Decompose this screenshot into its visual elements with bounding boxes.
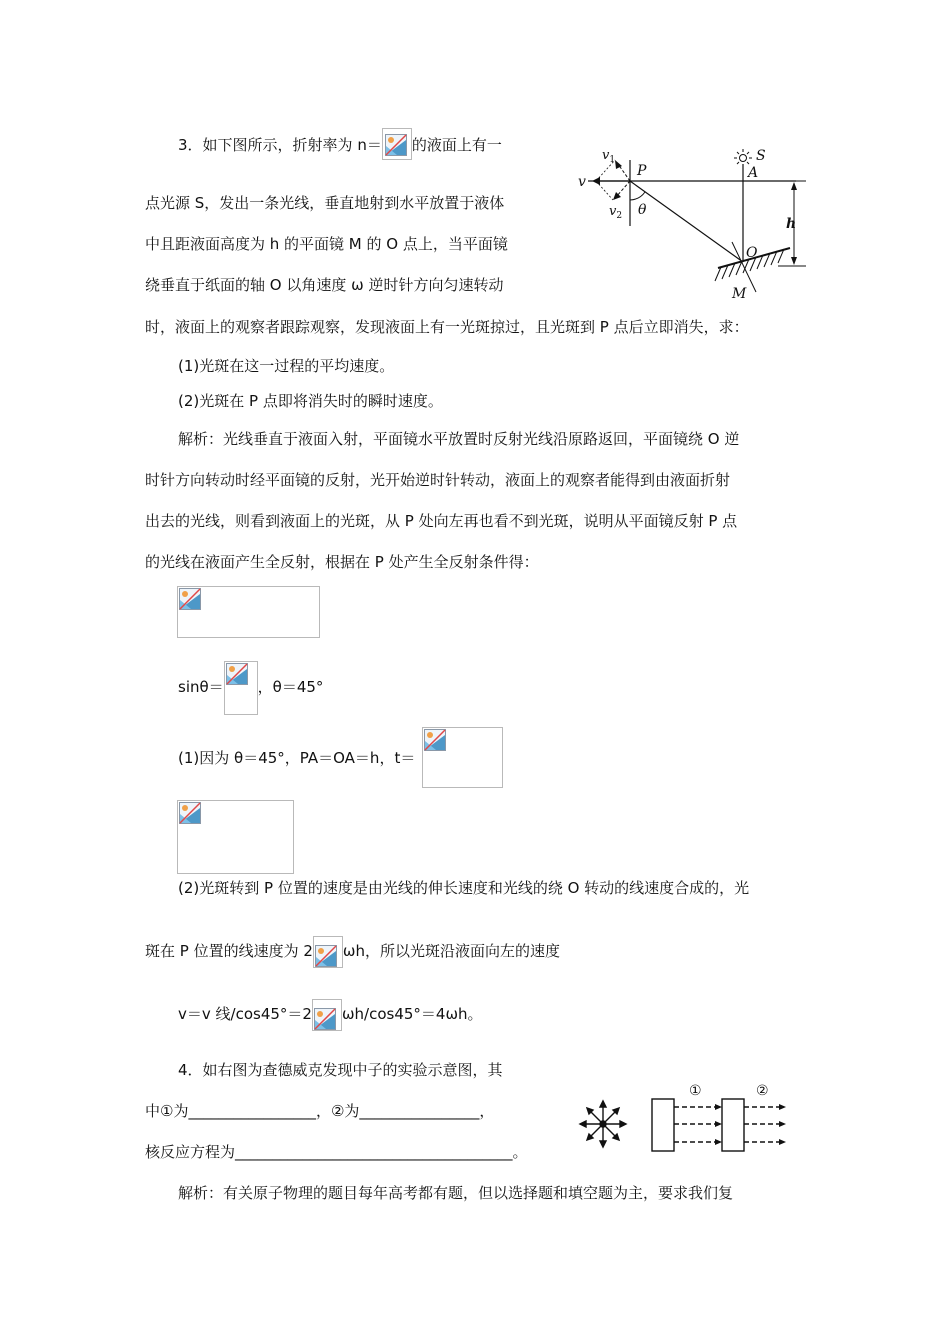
label-O: O [746, 245, 758, 261]
q4-line3: 核反应方程为_____________________________________。 [145, 1143, 528, 1161]
q4-line1: 4．如右图为查德威克发现中子的实验示意图，其 [178, 1061, 503, 1079]
q3-sub2: (2)光斑在 P 点即将消失时的瞬时速度。 [178, 392, 443, 410]
q3-solution-4: 的光线在液面产生全反射，根据在 P 处产生全反射条件得： [145, 553, 539, 571]
sin-theta-line: sinθ＝ ，θ＝45° [178, 660, 323, 714]
label-A: A [748, 165, 759, 181]
formula-image-sqrt2a [313, 936, 343, 968]
q4-line2: 中①为_________________，②为________________， [145, 1102, 495, 1120]
formula-image-n [382, 128, 412, 160]
label-v2: $v_2$ [609, 204, 623, 221]
label-theta: θ [638, 202, 647, 218]
q3-line2: 点光源 S，发出一条光线，垂直地射到水平放置于液体 [145, 194, 505, 212]
part2-line1: (2)光斑转到 P 位置的速度是由光线的伸长速度和光线的绕 O 转动的线速度合成的，光 [178, 879, 750, 897]
q3-line3: 中且距液面高度为 h 的平面镜 M 的 O 点上，当平面镜 [145, 235, 508, 253]
target-block-1 [652, 1099, 674, 1151]
chadwick-experiment-diagram [576, 1082, 790, 1162]
label-S: S [756, 148, 766, 164]
label-P: P [637, 163, 647, 179]
q3-line5: 时，液面上的观察者跟踪观察，发现液面上有一光斑掠过，且光斑到 P 点后立即消失，求： [145, 318, 749, 336]
formula-image-t [422, 727, 503, 788]
q3-solution-3: 出去的光线，则看到液面上的光斑，从 P 处向左再也看不到光斑，说明从平面镜反射 P 点 [145, 512, 738, 530]
label-v1: $v_1$ [602, 148, 616, 165]
q3-line4: 绕垂直于纸面的轴 O 以角速度 ω 逆时针方向匀速转动 [145, 276, 504, 294]
q3-line1: 3．如下图所示，折射率为 n＝ 的液面上有一 [178, 128, 502, 160]
q3-solution-1: 解析：光线垂直于液面入射，平面镜水平放置时反射光线沿原路返回，平面镜绕 O 逆 [178, 430, 740, 448]
label-M: M [732, 286, 747, 300]
part2-line3: v＝v 线/cos45°＝2 ωh/cos45°＝4ωh。 [178, 999, 483, 1031]
q4-solution-1: 解析：有关原子物理的题目每年高考都有题，但以选择题和填空题为主，要求我们复 [178, 1184, 734, 1202]
label-h: h [786, 216, 797, 232]
q3-solution-2: 时针方向转动时经平面镜的反射，光开始逆时针转动，液面上的观察者能得到由液面折射 [145, 471, 731, 489]
formula-image-sin [224, 661, 258, 715]
refraction-mirror-diagram [578, 140, 808, 300]
radioactive-source-icon [580, 1101, 626, 1147]
formula-image-total-reflection [177, 586, 320, 638]
label-circle-1: ① [689, 1083, 702, 1099]
part1-line: (1)因为 θ＝45°，PA＝OA＝h，t＝ [178, 749, 416, 767]
label-circle-2: ② [756, 1083, 769, 1099]
formula-image-sqrt2b [312, 999, 342, 1031]
formula-image-avg-velocity [177, 800, 294, 874]
reflected-ray [630, 181, 743, 262]
part2-line2: 斑在 P 位置的线速度为 2 ωh，所以光斑沿液面向左的速度 [145, 936, 560, 968]
target-block-2 [722, 1099, 744, 1151]
label-v: v [578, 174, 586, 190]
q3-sub1: (1)光斑在这一过程的平均速度。 [178, 357, 395, 375]
